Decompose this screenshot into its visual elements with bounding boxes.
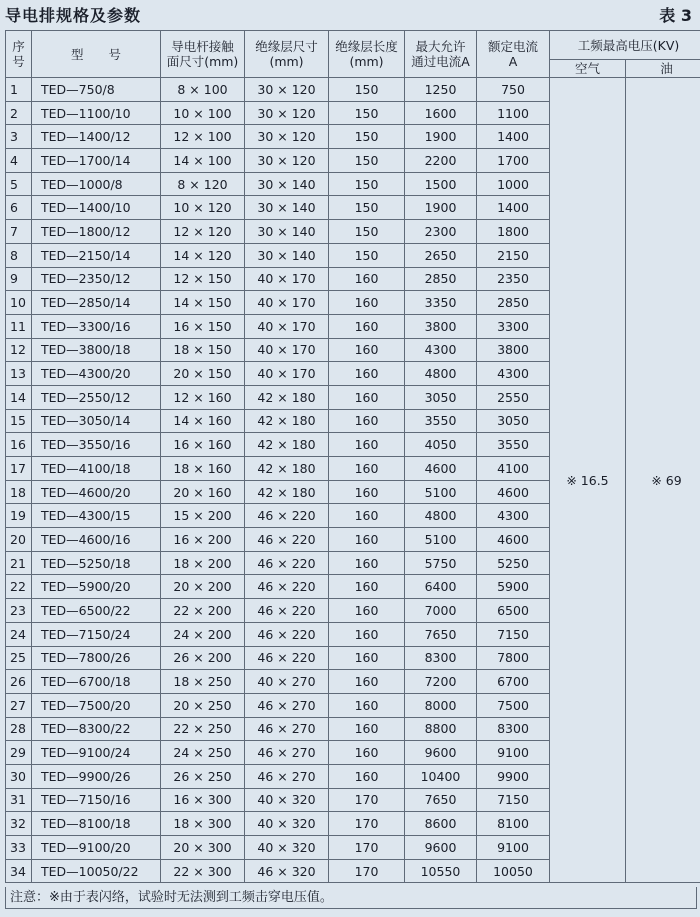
header-model: 型 号	[32, 31, 161, 78]
row-index: 30	[6, 764, 32, 788]
contact-size-cell: 22 × 200	[161, 599, 245, 623]
row-index: 25	[6, 646, 32, 670]
max-current-cell: 5100	[405, 528, 477, 552]
insulation-length-cell: 160	[329, 338, 405, 362]
header-max-current: 最大允许 通过电流A	[405, 31, 477, 78]
rated-current-cell: 7150	[477, 788, 550, 812]
insulation-size-cell: 42 × 180	[245, 433, 329, 457]
row-index: 21	[6, 551, 32, 575]
row-index: 1	[6, 78, 32, 102]
insulation-size-cell: 40 × 320	[245, 836, 329, 860]
table-row	[6, 78, 700, 102]
model-cell: TED—7800/26	[32, 646, 161, 670]
insulation-size-cell: 46 × 320	[245, 859, 329, 883]
max-current-cell: 5750	[405, 551, 477, 575]
insulation-size-cell: 40 × 170	[245, 338, 329, 362]
insulation-length-cell: 160	[329, 291, 405, 315]
model-cell: TED—6700/18	[32, 670, 161, 694]
oil-voltage-cell: ※ 69	[626, 78, 700, 883]
insulation-length-cell: 160	[329, 528, 405, 552]
row-index: 13	[6, 362, 32, 386]
max-current-cell: 1250	[405, 78, 477, 102]
rated-current-cell: 1400	[477, 125, 550, 149]
insulation-size-cell: 30 × 120	[245, 149, 329, 173]
contact-size-cell: 8 × 100	[161, 78, 245, 102]
contact-size-cell: 8 × 120	[161, 172, 245, 196]
rated-current-cell: 3550	[477, 433, 550, 457]
rated-current-cell: 1100	[477, 101, 550, 125]
contact-size-cell: 14 × 150	[161, 291, 245, 315]
rated-current-cell: 4300	[477, 504, 550, 528]
insulation-size-cell: 46 × 220	[245, 504, 329, 528]
insulation-length-cell: 160	[329, 409, 405, 433]
contact-size-cell: 26 × 200	[161, 646, 245, 670]
header-air: 空气	[550, 60, 626, 78]
insulation-length-cell: 160	[329, 693, 405, 717]
rated-current-cell: 4600	[477, 528, 550, 552]
rated-current-cell: 4300	[477, 362, 550, 386]
row-index: 28	[6, 717, 32, 741]
rated-current-cell: 3800	[477, 338, 550, 362]
model-cell: TED—5250/18	[32, 551, 161, 575]
insulation-length-cell: 160	[329, 267, 405, 291]
model-cell: TED—4300/15	[32, 504, 161, 528]
row-index: 24	[6, 622, 32, 646]
max-current-cell: 1900	[405, 125, 477, 149]
max-current-cell: 2650	[405, 243, 477, 267]
row-index: 5	[6, 172, 32, 196]
rated-current-cell: 3300	[477, 314, 550, 338]
max-current-cell: 3800	[405, 314, 477, 338]
table-number: 表 3	[659, 6, 692, 25]
row-index: 2	[6, 101, 32, 125]
rated-current-cell: 9100	[477, 741, 550, 765]
insulation-length-cell: 150	[329, 172, 405, 196]
rated-current-cell: 1000	[477, 172, 550, 196]
model-cell: TED—7500/20	[32, 693, 161, 717]
rated-current-cell: 7800	[477, 646, 550, 670]
row-index: 11	[6, 314, 32, 338]
contact-size-cell: 24 × 200	[161, 622, 245, 646]
insulation-length-cell: 160	[329, 433, 405, 457]
page-title: 导电排规格及参数	[5, 6, 142, 25]
header-contact-size: 导电杆接触 面尺寸(mm)	[161, 31, 245, 78]
row-index: 34	[6, 859, 32, 883]
insulation-length-cell: 150	[329, 243, 405, 267]
max-current-cell: 2300	[405, 220, 477, 244]
row-index: 18	[6, 480, 32, 504]
insulation-length-cell: 170	[329, 812, 405, 836]
insulation-length-cell: 160	[329, 670, 405, 694]
insulation-length-cell: 150	[329, 78, 405, 102]
insulation-size-cell: 42 × 180	[245, 409, 329, 433]
model-cell: TED—750/8	[32, 78, 161, 102]
contact-size-cell: 20 × 300	[161, 836, 245, 860]
contact-size-cell: 14 × 100	[161, 149, 245, 173]
row-index: 20	[6, 528, 32, 552]
contact-size-cell: 14 × 160	[161, 409, 245, 433]
table-body	[6, 78, 700, 883]
insulation-size-cell: 30 × 120	[245, 78, 329, 102]
max-current-cell: 4300	[405, 338, 477, 362]
max-current-cell: 9600	[405, 741, 477, 765]
insulation-length-cell: 160	[329, 551, 405, 575]
rated-current-cell: 1800	[477, 220, 550, 244]
insulation-size-cell: 42 × 180	[245, 385, 329, 409]
contact-size-cell: 16 × 160	[161, 433, 245, 457]
model-cell: TED—3050/14	[32, 409, 161, 433]
rated-current-cell: 1400	[477, 196, 550, 220]
row-index: 26	[6, 670, 32, 694]
insulation-length-cell: 160	[329, 314, 405, 338]
rated-current-cell: 8100	[477, 812, 550, 836]
max-current-cell: 4050	[405, 433, 477, 457]
contact-size-cell: 18 × 150	[161, 338, 245, 362]
model-cell: TED—2550/12	[32, 385, 161, 409]
max-current-cell: 7200	[405, 670, 477, 694]
row-index: 12	[6, 338, 32, 362]
contact-size-cell: 22 × 250	[161, 717, 245, 741]
header-voltage-group: 工频最高电压(KV)	[550, 31, 700, 60]
spec-table	[5, 30, 700, 883]
model-cell: TED—1400/10	[32, 196, 161, 220]
row-index: 4	[6, 149, 32, 173]
model-cell: TED—8300/22	[32, 717, 161, 741]
insulation-length-cell: 170	[329, 859, 405, 883]
insulation-size-cell: 30 × 140	[245, 172, 329, 196]
insulation-size-cell: 46 × 220	[245, 551, 329, 575]
row-index: 29	[6, 741, 32, 765]
model-cell: TED—6500/22	[32, 599, 161, 623]
insulation-length-cell: 160	[329, 717, 405, 741]
contact-size-cell: 20 × 200	[161, 575, 245, 599]
max-current-cell: 4800	[405, 362, 477, 386]
model-cell: TED—4100/18	[32, 457, 161, 481]
row-index: 33	[6, 836, 32, 860]
contact-size-cell: 18 × 300	[161, 812, 245, 836]
model-cell: TED—7150/24	[32, 622, 161, 646]
contact-size-cell: 10 × 120	[161, 196, 245, 220]
rated-current-cell: 6700	[477, 670, 550, 694]
page-header	[0, 0, 700, 30]
insulation-size-cell: 42 × 180	[245, 457, 329, 481]
insulation-length-cell: 160	[329, 385, 405, 409]
row-index: 31	[6, 788, 32, 812]
contact-size-cell: 16 × 300	[161, 788, 245, 812]
insulation-size-cell: 46 × 220	[245, 528, 329, 552]
insulation-size-cell: 46 × 270	[245, 717, 329, 741]
model-cell: TED—1000/8	[32, 172, 161, 196]
insulation-size-cell: 46 × 220	[245, 646, 329, 670]
contact-size-cell: 15 × 200	[161, 504, 245, 528]
rated-current-cell: 750	[477, 78, 550, 102]
row-index: 8	[6, 243, 32, 267]
insulation-size-cell: 30 × 140	[245, 220, 329, 244]
row-index: 19	[6, 504, 32, 528]
row-index: 27	[6, 693, 32, 717]
rated-current-cell: 2350	[477, 267, 550, 291]
max-current-cell: 1900	[405, 196, 477, 220]
contact-size-cell: 26 × 250	[161, 764, 245, 788]
model-cell: TED—1100/10	[32, 101, 161, 125]
rated-current-cell: 9100	[477, 836, 550, 860]
header-insulation-size: 绝缘层尺寸 (mm)	[245, 31, 329, 78]
max-current-cell: 4800	[405, 504, 477, 528]
insulation-length-cell: 160	[329, 599, 405, 623]
max-current-cell: 8600	[405, 812, 477, 836]
rated-current-cell: 5900	[477, 575, 550, 599]
rated-current-cell: 1700	[477, 149, 550, 173]
insulation-length-cell: 170	[329, 788, 405, 812]
insulation-size-cell: 30 × 140	[245, 196, 329, 220]
model-cell: TED—8100/18	[32, 812, 161, 836]
insulation-size-cell: 30 × 140	[245, 243, 329, 267]
max-current-cell: 1500	[405, 172, 477, 196]
row-index: 6	[6, 196, 32, 220]
max-current-cell: 2850	[405, 267, 477, 291]
model-cell: TED—4600/20	[32, 480, 161, 504]
contact-size-cell: 12 × 160	[161, 385, 245, 409]
model-cell: TED—1800/12	[32, 220, 161, 244]
contact-size-cell: 12 × 120	[161, 220, 245, 244]
contact-size-cell: 10 × 100	[161, 101, 245, 125]
insulation-size-cell: 40 × 170	[245, 314, 329, 338]
max-current-cell: 6400	[405, 575, 477, 599]
row-index: 23	[6, 599, 32, 623]
rated-current-cell: 2550	[477, 385, 550, 409]
insulation-length-cell: 160	[329, 457, 405, 481]
header-oil: 油	[626, 60, 700, 78]
model-cell: TED—2850/14	[32, 291, 161, 315]
rated-current-cell: 7500	[477, 693, 550, 717]
max-current-cell: 10550	[405, 859, 477, 883]
rated-current-cell: 4100	[477, 457, 550, 481]
max-current-cell: 7650	[405, 622, 477, 646]
model-cell: TED—1700/14	[32, 149, 161, 173]
row-index: 15	[6, 409, 32, 433]
insulation-length-cell: 160	[329, 504, 405, 528]
insulation-size-cell: 40 × 170	[245, 291, 329, 315]
model-cell: TED—9100/24	[32, 741, 161, 765]
header-rated-current: 额定电流 A	[477, 31, 550, 78]
rated-current-cell: 8300	[477, 717, 550, 741]
header-insulation-length: 绝缘层长度 (mm)	[329, 31, 405, 78]
row-index: 10	[6, 291, 32, 315]
max-current-cell: 8000	[405, 693, 477, 717]
max-current-cell: 10400	[405, 764, 477, 788]
insulation-size-cell: 46 × 220	[245, 575, 329, 599]
contact-size-cell: 12 × 100	[161, 125, 245, 149]
contact-size-cell: 16 × 150	[161, 314, 245, 338]
row-index: 32	[6, 812, 32, 836]
row-index: 17	[6, 457, 32, 481]
insulation-size-cell: 40 × 270	[245, 670, 329, 694]
model-cell: TED—5900/20	[32, 575, 161, 599]
insulation-length-cell: 150	[329, 220, 405, 244]
model-cell: TED—2150/14	[32, 243, 161, 267]
max-current-cell: 7000	[405, 599, 477, 623]
rated-current-cell: 7150	[477, 622, 550, 646]
contact-size-cell: 12 × 150	[161, 267, 245, 291]
insulation-size-cell: 46 × 270	[245, 741, 329, 765]
max-current-cell: 9600	[405, 836, 477, 860]
rated-current-cell: 9900	[477, 764, 550, 788]
contact-size-cell: 20 × 150	[161, 362, 245, 386]
max-current-cell: 8800	[405, 717, 477, 741]
insulation-length-cell: 170	[329, 836, 405, 860]
air-voltage-cell: ※ 16.5	[550, 78, 626, 883]
footnote: 注意：※由于表闪络，试验时无法测到工频击穿电压值。	[5, 887, 697, 909]
contact-size-cell: 20 × 250	[161, 693, 245, 717]
insulation-size-cell: 46 × 220	[245, 622, 329, 646]
max-current-cell: 3550	[405, 409, 477, 433]
insulation-size-cell: 30 × 120	[245, 125, 329, 149]
max-current-cell: 2200	[405, 149, 477, 173]
model-cell: TED—9900/26	[32, 764, 161, 788]
insulation-size-cell: 46 × 270	[245, 693, 329, 717]
max-current-cell: 3050	[405, 385, 477, 409]
row-index: 7	[6, 220, 32, 244]
insulation-size-cell: 40 × 170	[245, 267, 329, 291]
insulation-length-cell: 160	[329, 741, 405, 765]
max-current-cell: 7650	[405, 788, 477, 812]
row-index: 9	[6, 267, 32, 291]
row-index: 3	[6, 125, 32, 149]
model-cell: TED—10050/22	[32, 859, 161, 883]
table-header	[6, 31, 700, 78]
insulation-size-cell: 46 × 270	[245, 764, 329, 788]
max-current-cell: 3350	[405, 291, 477, 315]
row-index: 14	[6, 385, 32, 409]
contact-size-cell: 16 × 200	[161, 528, 245, 552]
model-cell: TED—4300/20	[32, 362, 161, 386]
rated-current-cell: 10050	[477, 859, 550, 883]
max-current-cell: 8300	[405, 646, 477, 670]
max-current-cell: 5100	[405, 480, 477, 504]
model-cell: TED—3550/16	[32, 433, 161, 457]
contact-size-cell: 14 × 120	[161, 243, 245, 267]
insulation-size-cell: 46 × 220	[245, 599, 329, 623]
contact-size-cell: 22 × 300	[161, 859, 245, 883]
insulation-length-cell: 160	[329, 480, 405, 504]
rated-current-cell: 2850	[477, 291, 550, 315]
max-current-cell: 1600	[405, 101, 477, 125]
contact-size-cell: 18 × 250	[161, 670, 245, 694]
insulation-length-cell: 160	[329, 622, 405, 646]
rated-current-cell: 2150	[477, 243, 550, 267]
rated-current-cell: 3050	[477, 409, 550, 433]
insulation-length-cell: 150	[329, 149, 405, 173]
insulation-size-cell: 40 × 170	[245, 362, 329, 386]
insulation-length-cell: 150	[329, 101, 405, 125]
max-current-cell: 4600	[405, 457, 477, 481]
model-cell: TED—3300/16	[32, 314, 161, 338]
insulation-size-cell: 40 × 320	[245, 788, 329, 812]
model-cell: TED—3800/18	[32, 338, 161, 362]
rated-current-cell: 4600	[477, 480, 550, 504]
insulation-length-cell: 150	[329, 125, 405, 149]
row-index: 22	[6, 575, 32, 599]
model-cell: TED—9100/20	[32, 836, 161, 860]
insulation-size-cell: 40 × 320	[245, 812, 329, 836]
row-index: 16	[6, 433, 32, 457]
insulation-size-cell: 30 × 120	[245, 101, 329, 125]
contact-size-cell: 18 × 160	[161, 457, 245, 481]
header-index: 序 号	[6, 31, 32, 78]
contact-size-cell: 18 × 200	[161, 551, 245, 575]
insulation-length-cell: 160	[329, 362, 405, 386]
model-cell: TED—1400/12	[32, 125, 161, 149]
model-cell: TED—2350/12	[32, 267, 161, 291]
rated-current-cell: 6500	[477, 599, 550, 623]
contact-size-cell: 24 × 250	[161, 741, 245, 765]
insulation-size-cell: 42 × 180	[245, 480, 329, 504]
insulation-length-cell: 150	[329, 196, 405, 220]
insulation-length-cell: 160	[329, 575, 405, 599]
model-cell: TED—4600/16	[32, 528, 161, 552]
insulation-length-cell: 160	[329, 646, 405, 670]
rated-current-cell: 5250	[477, 551, 550, 575]
contact-size-cell: 20 × 160	[161, 480, 245, 504]
insulation-length-cell: 160	[329, 764, 405, 788]
model-cell: TED—7150/16	[32, 788, 161, 812]
